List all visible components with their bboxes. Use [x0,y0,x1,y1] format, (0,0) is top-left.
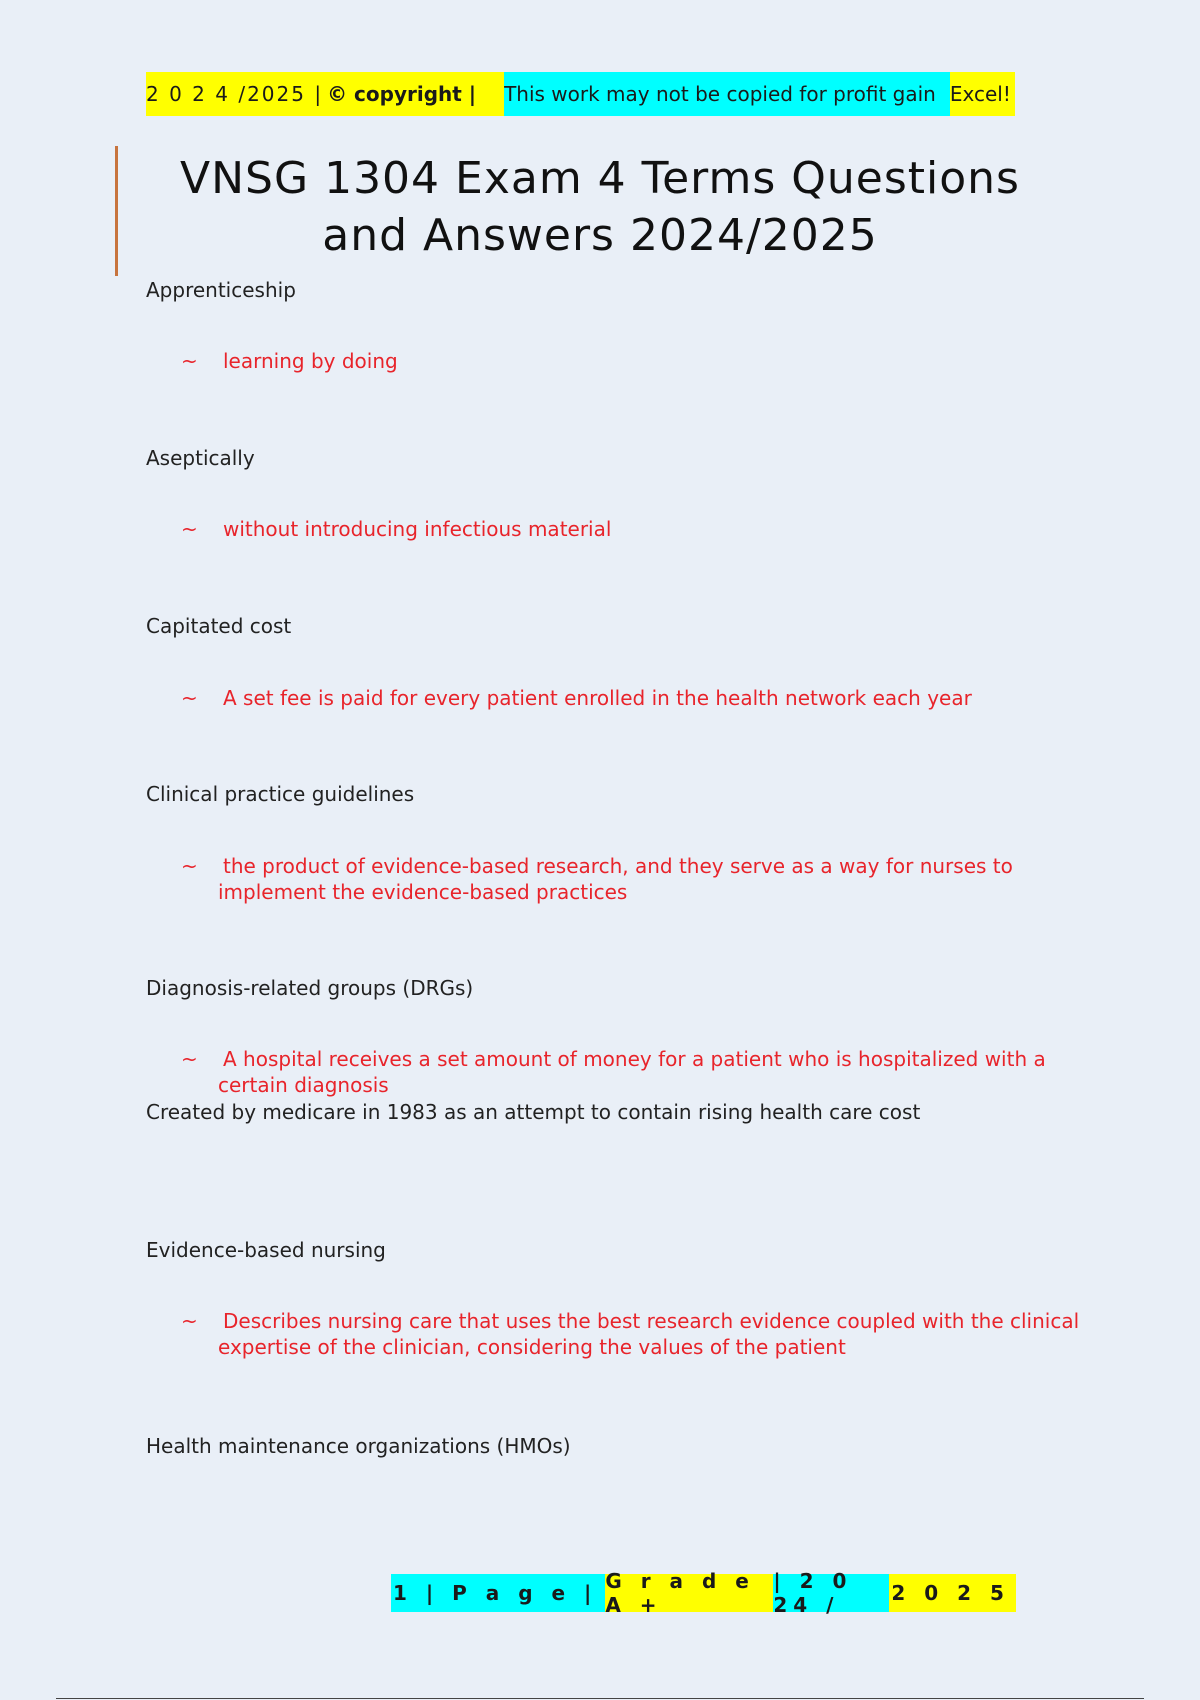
term-apprenticeship: Apprenticeship [146,278,296,302]
definition-text-continued: implement the evidence-based practices [218,880,628,904]
term-clinical-practice-guidelines: Clinical practice guidelines [146,782,415,806]
definition-text: A set fee is paid for every patient enrolled in the health network each year [223,686,972,710]
footer-grade: G r a d e A + [605,1574,773,1612]
bullet-tilde: ~ [181,517,198,541]
definition-apprenticeship [181,348,398,374]
title-accent-bar [115,146,118,276]
definition-text: A hospital receives a set amount of money for a patient who is hospitalized with a [223,1047,1046,1071]
definition-aseptically [181,516,611,542]
header-banner [146,72,1015,116]
page-bottom-rule [56,1698,1144,1699]
header-copyright: © copyright | [327,72,504,116]
definition-text-continued: expertise of the clinician, considering the values of the patient [218,1335,846,1359]
footer-page-number: 1 | P a g e | [391,1574,605,1612]
definition-capitated-cost [181,685,972,711]
definition-text-continued: certain diagnosis [218,1073,389,1097]
definition-text: learning by doing [223,349,398,373]
definition-diagnosis-related-groups [181,1046,1046,1098]
definition-text: the product of evidence-based research, and they serve as a way for nurses to [223,854,1013,878]
header-notice: This work may not be copied for profit gain [504,72,950,116]
document-title [150,150,1050,264]
bullet-tilde: ~ [181,349,198,373]
title-line-2: and Answers 2024/2025 [322,210,878,261]
bullet-tilde: ~ [181,1309,198,1333]
header-year: 2 0 2 4 /2025 | [146,72,327,116]
footer-year-start: | 2 0 24 / [773,1574,889,1612]
term-evidence-based-nursing: Evidence-based nursing [146,1238,386,1262]
term-capitated-cost: Capitated cost [146,614,292,638]
definition-evidence-based-nursing [181,1308,1079,1360]
header-excel: Excel! [950,72,1015,116]
term-aseptically: Aseptically [146,446,255,470]
term-diagnosis-related-groups: Diagnosis-related groups (DRGs) [146,976,474,1000]
page-footer [391,1569,1016,1617]
bullet-tilde: ~ [181,1047,198,1071]
definition-text: without introducing infectious material [223,517,612,541]
bullet-tilde: ~ [181,854,198,878]
definition-text: Describes nursing care that uses the best research evidence coupled with the clinical [223,1309,1080,1333]
title-line-1: VNSG 1304 Exam 4 Terms Questions [180,153,1020,204]
bullet-tilde: ~ [181,686,198,710]
definition-clinical-practice-guidelines [181,853,1013,905]
note-drg-medicare: Created by medicare in 1983 as an attempt to contain rising health care cost [146,1100,921,1124]
term-health-maintenance-organizations: Health maintenance organizations (HMOs) [146,1434,571,1458]
footer-year-end: 2 0 2 5 [889,1574,1016,1612]
